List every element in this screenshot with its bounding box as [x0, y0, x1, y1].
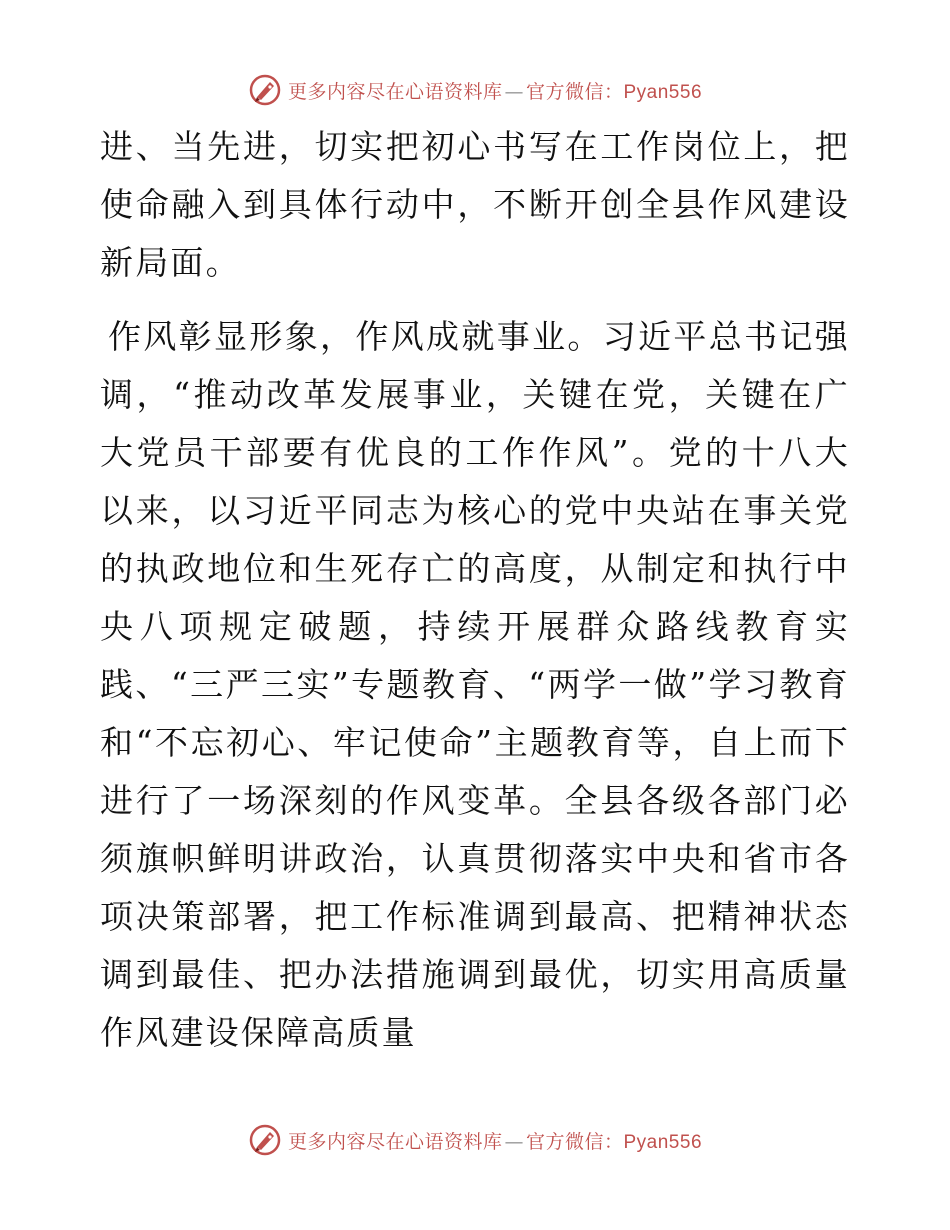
header-brand-text: 更多内容尽在心语资料库	[287, 80, 503, 103]
body-paragraph: 进、当先进，切实把初心书写在工作岗位上，把使命融入到具体行动中，不断开创全县作风建设新局面。	[100, 127, 850, 282]
header-wechat-label: 官方微信：	[525, 80, 624, 103]
footer-banner	[0, 1120, 950, 1160]
header-banner	[0, 70, 950, 110]
header-wechat-id: Pyan556	[623, 81, 703, 103]
header-separator: —	[504, 80, 524, 103]
footer-banner-text	[288, 1127, 702, 1154]
pen-nib-logo-icon	[248, 1123, 282, 1157]
pen-nib-logo-icon	[248, 73, 282, 107]
footer-brand-text: 更多内容尽在心语资料库	[287, 1130, 503, 1153]
footer-wechat-label: 官方微信：	[525, 1130, 624, 1153]
footer-separator: —	[504, 1130, 524, 1153]
header-banner-text	[288, 77, 702, 104]
footer-wechat-id: Pyan556	[623, 1131, 703, 1153]
body-paragraph: 作风彰显形象，作风成就事业。习近平总书记强调，“推动改革发展事业，关键在党，关键在广大党员干部要有优良的工作作风”。党的十八大以来，以习近平同志为核心的党中央站在事关党的执政地位和生死存亡的高度，从制定和执行中央八项规定破题，持续开展群众路线教育实践、“三严三实”专题教育、“两学一做”学习教育和“不忘初心、牢记使命”主题教育等，自上而下进行了一场深刻的作风变革。全县各级各部门必须旗帜鲜明讲政治，认真贯彻落实中央和省市各项决策部署，把工作标准调到最高、把精神状态调到最佳、把办法措施调到最优，切实用高质量作风建设保障高质量	[100, 317, 850, 1052]
